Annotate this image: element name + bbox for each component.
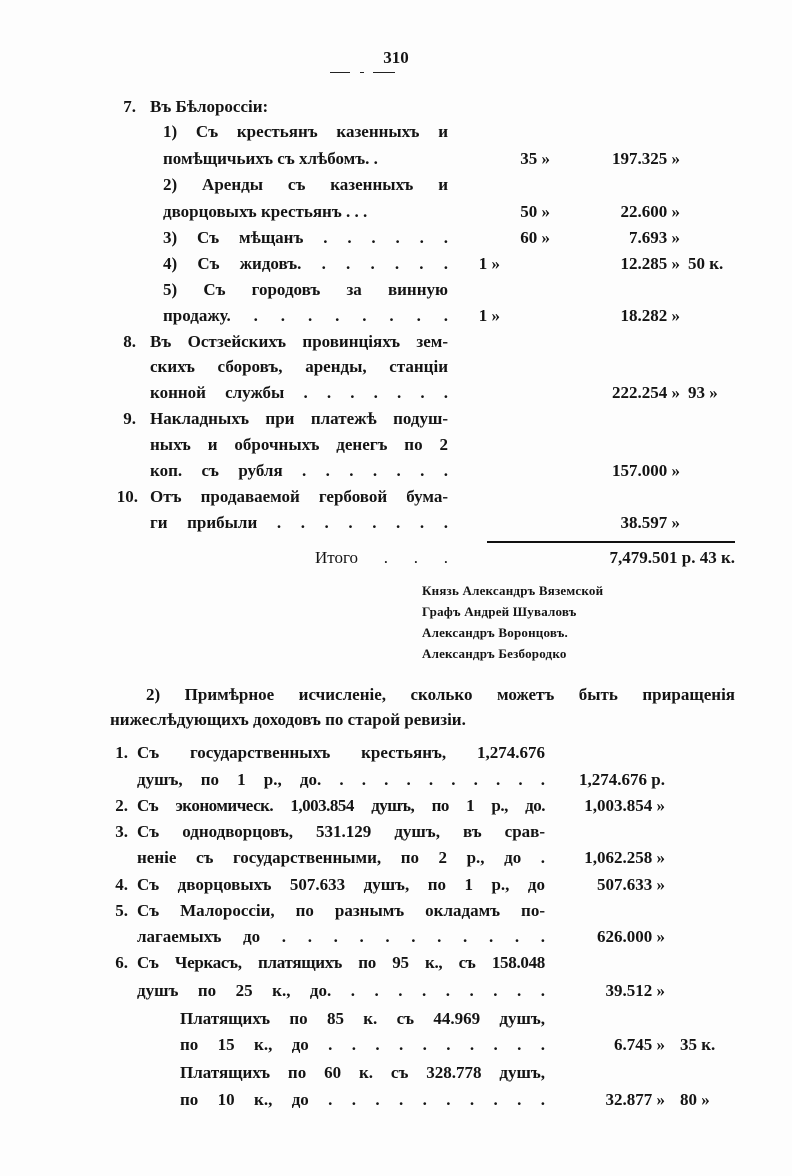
signature-line: Князь Александръ Вяземской — [422, 583, 604, 598]
amount: 626.000 » — [597, 927, 665, 946]
item-text: Съ экономическ. 1,003.854 душъ, по 1 р., до. — [137, 796, 545, 815]
amount: 12.285 » — [620, 254, 680, 273]
table-row — [0, 225, 792, 251]
item-number: 3. — [115, 822, 128, 841]
rate: 1 » — [478, 306, 500, 325]
item-text: неніе съ государственными, по 2 р., до . — [137, 848, 545, 867]
item-text: коп. съ рубля . . . . . . . — [150, 461, 448, 480]
header-rule — [373, 72, 395, 73]
table-row — [0, 978, 792, 1004]
header-rule — [360, 72, 364, 73]
item-text: Въ Остзейскихъ провинціяхъ зем- — [150, 332, 448, 351]
item-text: 2) Аренды съ казенныхъ и — [163, 175, 448, 194]
amount: 157.000 » — [612, 461, 680, 480]
amount: 22.600 » — [620, 202, 680, 221]
table-row — [0, 845, 792, 871]
table-row — [0, 740, 792, 766]
table-row — [0, 172, 792, 198]
amount: 18.282 » — [620, 306, 680, 325]
item-text: помѣщичьихъ съ хлѣбомъ. . — [163, 149, 378, 168]
table-row — [0, 898, 792, 924]
table-row — [0, 406, 792, 432]
item-number: 8. — [123, 332, 136, 351]
item-text: конной службы . . . . . . . — [150, 383, 448, 402]
amount: 1,062.258 » — [584, 848, 665, 867]
table-row — [0, 146, 792, 172]
amount: 32.877 » — [605, 1090, 665, 1109]
amount: 6.745 » — [614, 1035, 665, 1054]
item-number: 5. — [115, 901, 128, 920]
heading-text: 2) Примѣрное исчисленіе, сколько можетъ быть приращенія — [146, 685, 735, 704]
item-text: дворцовыхъ крестьянъ . . . — [163, 202, 368, 221]
total-amount: 7,479.501 р. 43 к. — [609, 548, 735, 567]
item-text: Съ однодворцовъ, 531.129 душъ, въ срав- — [137, 822, 545, 841]
item-number: 7. — [123, 97, 136, 116]
item-text: 5) Съ городовъ за винную — [163, 280, 448, 299]
table-row — [0, 354, 792, 380]
item-number: 10. — [116, 487, 138, 506]
item-text: Отъ продаваемой гербовой бума- — [150, 487, 448, 506]
table-row — [0, 484, 792, 510]
amount: 1,003.854 » — [584, 796, 665, 815]
item-text: по 10 к., до . . . . . . . . . . — [180, 1090, 545, 1109]
table-row — [0, 303, 792, 329]
page-number: 310 — [383, 48, 409, 67]
section-7-heading — [0, 94, 792, 120]
table-row — [0, 380, 792, 406]
item-number: 2. — [115, 796, 128, 815]
table-row — [0, 251, 792, 277]
table-row — [0, 119, 792, 145]
table-row — [0, 950, 792, 976]
amount: 222.254 » — [612, 383, 680, 402]
section-heading — [0, 682, 792, 708]
rate: 60 » — [520, 228, 550, 247]
section-heading — [0, 707, 792, 733]
table-row — [0, 872, 792, 898]
item-number: 4. — [115, 875, 128, 894]
table-row — [0, 819, 792, 845]
amount: 507.633 » — [597, 875, 665, 894]
amount: 7.693 » — [629, 228, 680, 247]
item-number: 6. — [115, 953, 128, 972]
item-text: Съ государственныхъ крестьянъ, 1,274.676 — [137, 743, 545, 762]
signature-line: Александръ Безбородко — [422, 646, 567, 661]
table-row — [0, 277, 792, 303]
table-row — [0, 1060, 792, 1086]
total-rule — [487, 541, 735, 543]
kopecks: 50 к. — [688, 254, 724, 273]
item-number: 1. — [115, 743, 128, 762]
table-row — [0, 767, 792, 793]
kopecks: 93 » — [688, 383, 718, 402]
total-row — [0, 545, 792, 571]
item-text: ныхъ и оброчныхъ денегъ по 2 — [150, 435, 448, 454]
table-row — [0, 458, 792, 484]
item-text: Платящихъ по 60 к. съ 328.778 душъ, — [180, 1063, 545, 1082]
table-row — [0, 1087, 792, 1113]
item-text: ги прибыли . . . . . . . . — [150, 513, 448, 532]
kopecks: 35 к. — [680, 1035, 716, 1054]
table-row — [0, 1006, 792, 1032]
item-text: Платящихъ по 85 к. съ 44.969 душъ, — [180, 1009, 545, 1028]
amount: 39.512 » — [605, 981, 665, 1000]
total-label: Итого . . . — [315, 548, 448, 567]
item-text: продажу. . . . . . . . . — [163, 306, 448, 325]
item-text: Накладныхъ при платежѣ подуш- — [150, 409, 448, 428]
table-row — [0, 199, 792, 225]
table-row — [0, 432, 792, 458]
table-row — [0, 329, 792, 355]
item-text: Съ дворцовыхъ 507.633 душъ, по 1 р., до — [137, 875, 545, 894]
item-text: скихъ сборовъ, аренды, станціи — [150, 357, 448, 376]
item-text: 4) Съ жидовъ. . . . . . . — [163, 254, 448, 273]
item-text: 1) Съ крестьянъ казенныхъ и — [163, 122, 448, 141]
signature-line: Александръ Воронцовъ. — [422, 625, 568, 640]
table-row — [0, 924, 792, 950]
item-text: душъ по 25 к., до. . . . . . . . . . — [137, 981, 545, 1000]
rate: 35 » — [520, 149, 550, 168]
item-text: Въ Бѣлороссіи: — [150, 97, 269, 116]
table-row — [0, 793, 792, 819]
item-text: по 15 к., до . . . . . . . . . . — [180, 1035, 545, 1054]
signature-line: Графъ Андрей Шуваловъ — [422, 604, 577, 619]
amount: 197.325 » — [612, 149, 680, 168]
item-text: душъ, по 1 р., до. . . . . . . . . . . — [137, 770, 545, 789]
item-text: лагаемыхъ до . . . . . . . . . . . — [137, 927, 545, 946]
header-rule — [330, 72, 350, 73]
table-row — [0, 510, 792, 536]
heading-text: нижеслѣдующихъ доходовъ по старой ревизіи. — [110, 710, 466, 729]
rate: 50 » — [520, 202, 550, 221]
rate: 1 » — [478, 254, 500, 273]
amount: 1,274.676 р. — [579, 770, 665, 789]
amount: 38.597 » — [620, 513, 680, 532]
item-text: 3) Съ мѣщанъ . . . . . . — [163, 228, 448, 247]
item-text: Съ Малороссіи, по разнымъ окладамъ по- — [137, 901, 545, 920]
table-row — [0, 1032, 792, 1058]
item-number: 9. — [123, 409, 136, 428]
item-text: Съ Черкасъ, платящихъ по 95 к., съ 158.048 — [137, 953, 545, 972]
kopecks: 80 » — [680, 1090, 710, 1109]
